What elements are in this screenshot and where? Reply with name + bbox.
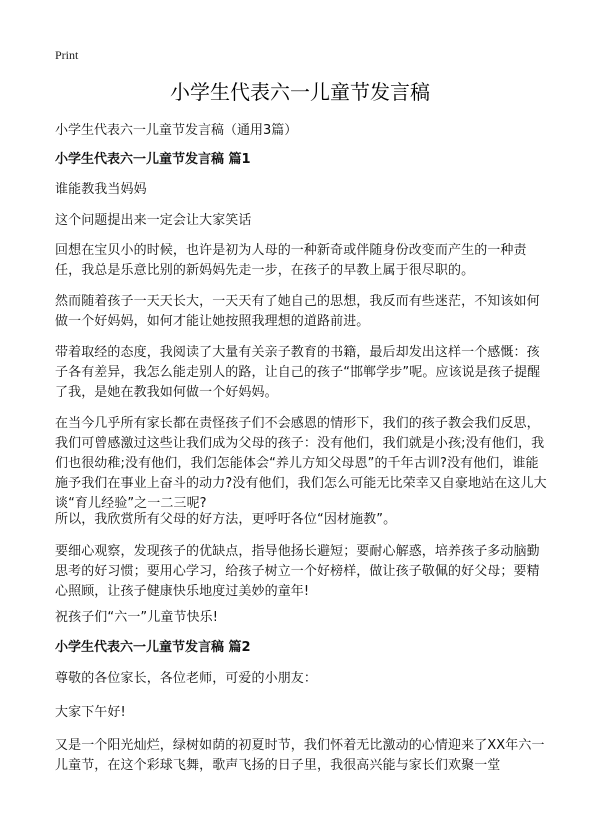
paragraph: 然而随着孩子一天天长大，一天天有了她自己的思想，我反而有些迷茫，不知该如何做一个好妈妈，如何才能让她按照我理想的道路前进。: [55, 294, 540, 329]
paragraph: 回想在宝贝小的时候，也许是初为人母的一种新奇或伴随身份改变而产生的一种责任，我总是乐意比别的新妈妈先走一步，在孩子的早教上属于很尽职的。: [55, 243, 527, 278]
paragraph: 带着取经的态度，我阅读了大量有关亲子教育的书籍，最后却发出这样一个感慨：孩子各有差异，我怎么能走别人的路，让自己的孩子“邯郸学步”呢。应该说是孩子提醒了我，是她在教我如何做一个好妈妈。: [55, 345, 541, 400]
section-heading-2: 小学生代表六一儿童节发言稿 篇2: [55, 640, 251, 655]
paragraph: 要细心观察，发现孩子的优缺点，指导他扬长避短；要耐心解惑，培养孩子多动脑勤思考的好习惯；要用心学习，给孩子树立一个好榜样，做让孩子敬佩的好父母；要精心照顾，让孩子健康快乐地度过美妙的童年!: [55, 544, 540, 599]
section-heading-1: 小学生代表六一儿童节发言稿 篇1: [55, 152, 251, 167]
paragraph: 又是一个阳光灿烂，绿树如荫的初夏时节，我们怀着无比激动的心情迎来了XX年六一儿童节，在这个彩球飞舞，歌声飞扬的日子里，我很高兴能与家长们欢聚一堂: [55, 738, 545, 773]
page-title: 小学生代表六一儿童节发言稿: [170, 80, 430, 104]
paragraph: 大家下午好!: [55, 705, 126, 720]
paragraph: 在当今几乎所有家长都在责怪孩子们不会感恩的情形下，我们的孩子教会我们反思，我们可曾感激过这些让我们成为父母的孩子：没有他们，我们就是小孩;没有他们，我们也很幼稚;没有他们，我们怎能体会“养儿方知父母恩”的千年古训?没有他们，谁能施予我们在事业上奋斗的动力?没有他们，我们怎么可能无比荣幸又自豪地站在这儿大谈“育儿经验”之一二三呢?: [55, 416, 547, 511]
paragraph: 这个问题提出来一定会让大家笑话: [55, 213, 252, 228]
paragraph: 祝孩子们“六一”儿童节快乐!: [55, 610, 219, 625]
document-subtitle: 小学生代表六一儿童节发言稿（通用3篇）: [55, 123, 298, 138]
paragraph: 尊敬的各位家长，各位老师，可爱的小朋友：: [55, 671, 318, 686]
paragraph: 谁能教我当妈妈: [55, 182, 147, 197]
paragraph: 所以，我欣赏所有父母的好方法，更呼吁各位“因材施教”。: [55, 512, 397, 527]
print-link[interactable]: Print: [55, 48, 79, 62]
